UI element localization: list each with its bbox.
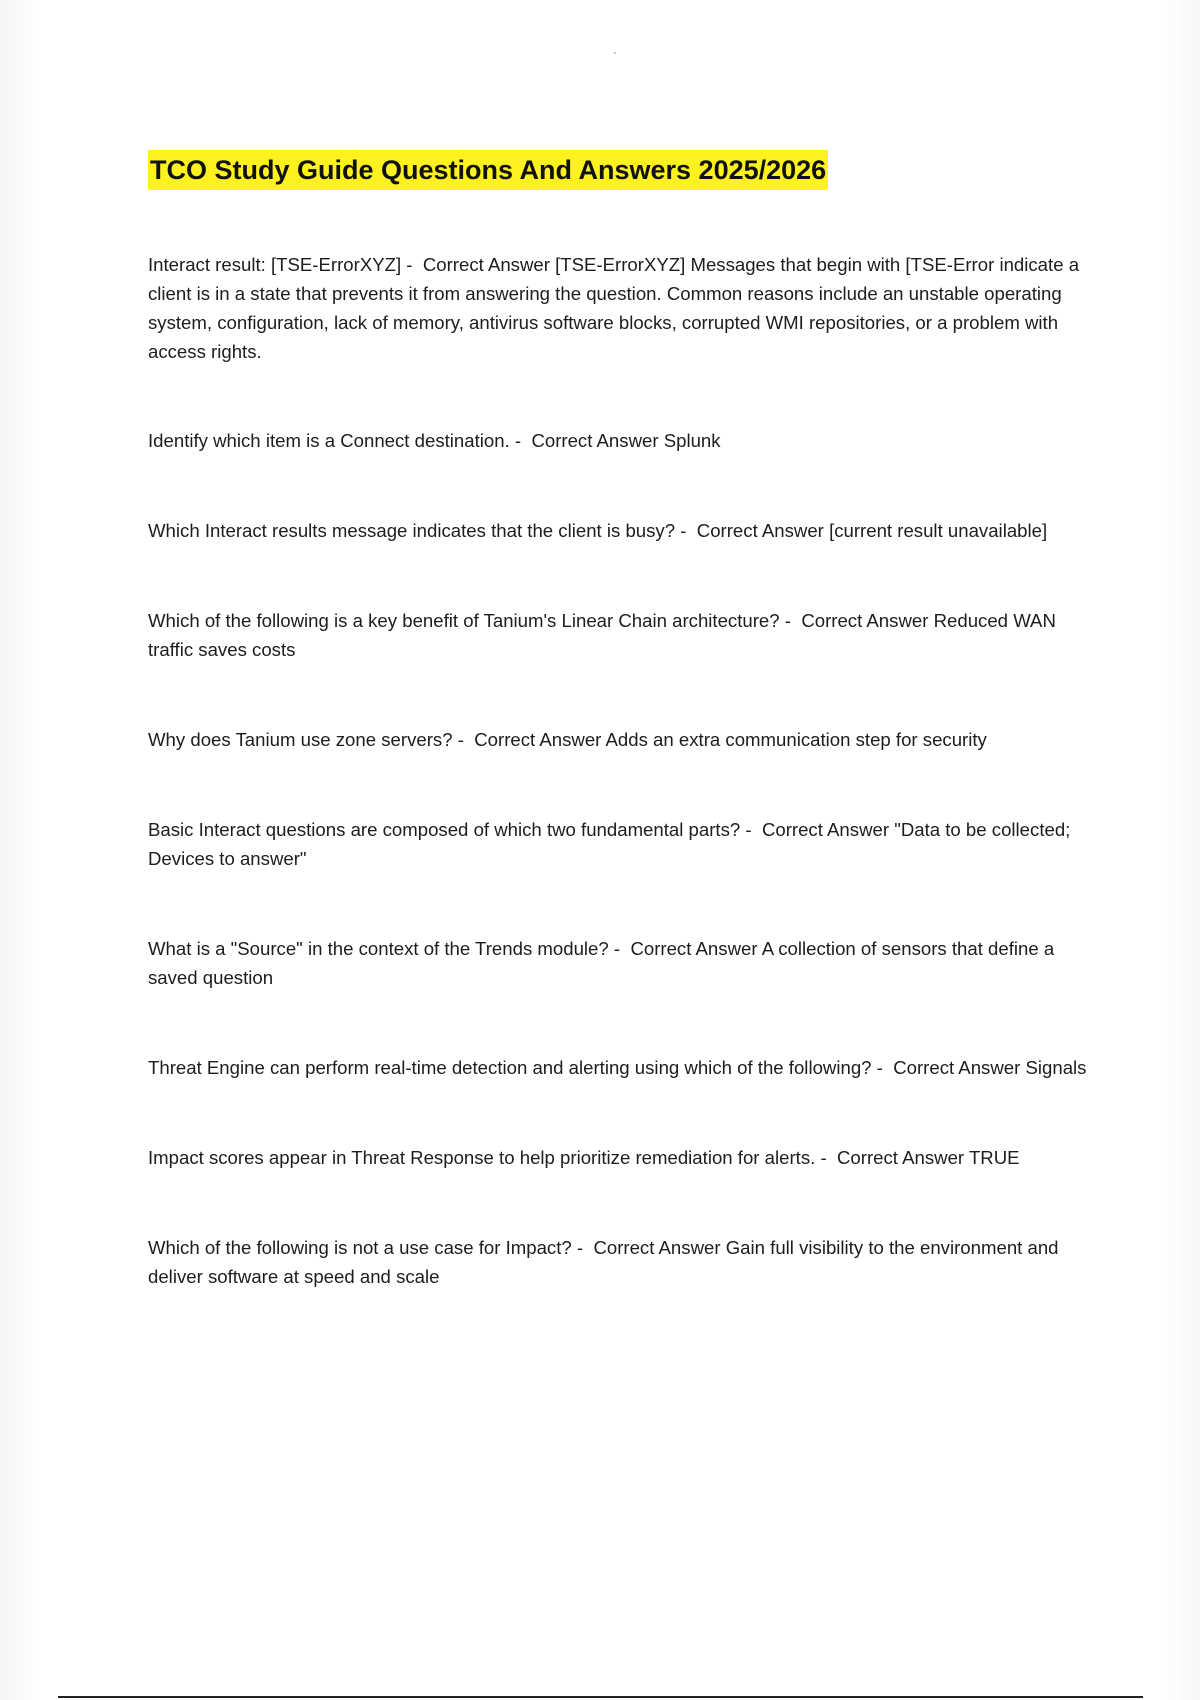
qa-item (148, 1233, 1098, 1291)
question-text: Which of the following is a key benefit of Tanium's Linear Chain architecture? - (148, 610, 791, 631)
qa-item (148, 516, 1098, 545)
question-text: Identify which item is a Connect destination. - (148, 430, 522, 451)
answer-label: Correct Answer (474, 729, 602, 750)
answer-text: [current result unavailable] (829, 520, 1048, 541)
header-mark (614, 52, 616, 54)
answer-label: Correct Answer (531, 430, 659, 451)
question-text: Basic Interact questions are composed of which two fundamental parts? - (148, 819, 752, 840)
qa-item (148, 815, 1098, 873)
qa-item (148, 250, 1098, 366)
question-text: Why does Tanium use zone servers? - (148, 729, 464, 750)
qa-item (148, 426, 1098, 455)
qa-item (148, 1143, 1098, 1172)
answer-label: Correct Answer (893, 1057, 1021, 1078)
answer-text: "Data to be collected; Devices to answer" (148, 819, 1071, 869)
answer-text: Reduced WAN traffic saves costs (148, 610, 1056, 660)
answer-text: Gain full visibility to the environment and deliver software at speed and scale (148, 1237, 1059, 1287)
answer-label: Correct Answer (422, 254, 550, 275)
question-text: Threat Engine can perform real-time detection and alerting using which of the following? - (148, 1057, 883, 1078)
qa-item (148, 606, 1098, 664)
answer-label: Correct Answer (801, 610, 929, 631)
answer-text: Splunk (663, 430, 721, 451)
answer-label: Correct Answer (837, 1147, 965, 1168)
answer-text: TRUE (968, 1147, 1020, 1168)
answer-label: Correct Answer (696, 520, 824, 541)
question-text: Which Interact results message indicates that the client is busy? - (148, 520, 687, 541)
question-text: Impact scores appear in Threat Response to help prioritize remediation for alerts. - (148, 1147, 827, 1168)
answer-text: [TSE-ErrorXYZ] Messages that begin with [TSE-Error indicate a client is in a state that prevents it from answering the question. Common reasons include an unstable operating system, configuration, lack of memory, antivirus software blocks, corrupted WMI repositories, or a problem with access rights. (148, 254, 1080, 362)
answer-text: Adds an extra communication step for security (605, 729, 987, 750)
qa-list (148, 250, 1098, 1352)
qa-item (148, 1053, 1098, 1082)
footer-rule (58, 1696, 1143, 1698)
page-title: TCO Study Guide Questions And Answers 2025/2026 (148, 150, 828, 190)
question-text: What is a "Source" in the context of the Trends module? - (148, 938, 621, 959)
question-text: Which of the following is not a use case for Impact? - (148, 1237, 584, 1258)
qa-item (148, 934, 1098, 992)
answer-text: Signals (1025, 1057, 1087, 1078)
question-text: Interact result: [TSE-ErrorXYZ] - (148, 254, 413, 275)
answer-label: Correct Answer (761, 819, 890, 840)
qa-item (148, 725, 1098, 754)
answer-text: A collection of sensors that define a saved question (148, 938, 1055, 988)
answer-label: Correct Answer (630, 938, 758, 959)
answer-label: Correct Answer (593, 1237, 721, 1258)
